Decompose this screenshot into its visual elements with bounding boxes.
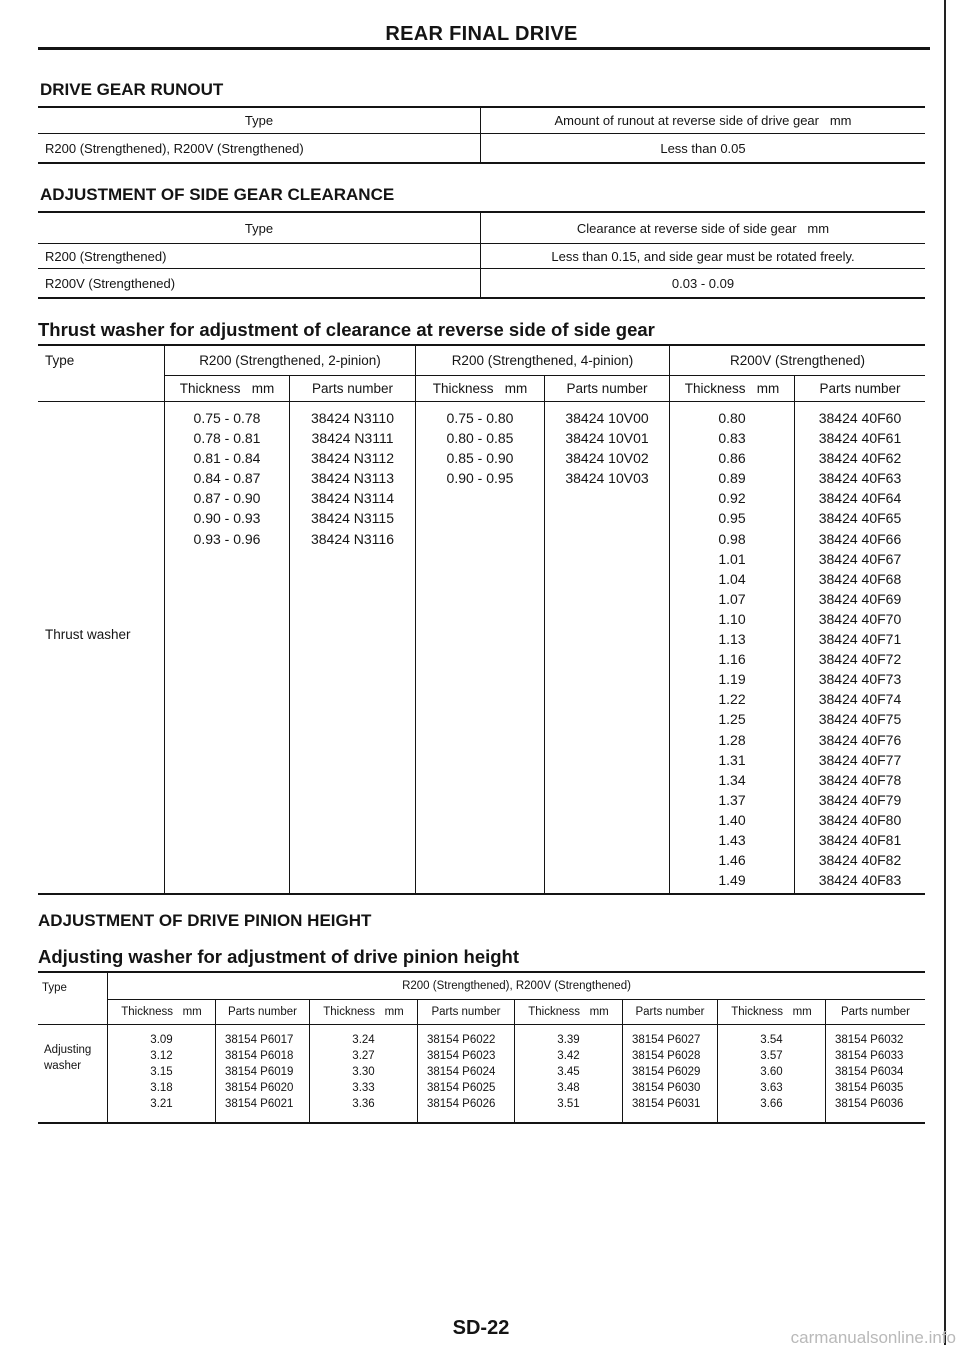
parts-list <box>545 402 670 893</box>
thickness-value: 1.28 <box>718 731 746 748</box>
thickness-value: 3.21 <box>150 1098 173 1110</box>
table-cell-value: Less than 0.05 <box>660 140 746 156</box>
thickness-list <box>718 1025 826 1122</box>
thickness-value: 3.60 <box>760 1066 783 1078</box>
thickness-value: 1.16 <box>718 651 746 668</box>
part-number: 38424 40F67 <box>818 550 902 567</box>
subheader-parts-number: Parts number <box>418 1000 515 1025</box>
part-number: 38154 P6036 <box>835 1098 904 1110</box>
thickness-value: 0.83 <box>718 430 746 447</box>
part-number: 38424 10V00 <box>565 410 649 426</box>
parts-list <box>795 402 925 893</box>
thickness-value: 0.89 <box>718 470 746 487</box>
thickness-value: 0.92 <box>718 490 746 507</box>
table-header-clearance: Clearance at reverse side of side gear mm <box>481 213 925 244</box>
group-header-r200-r200v: R200 (Strengthened), R200V (Strengthened) <box>108 973 925 1000</box>
thickness-value: 0.90 - 0.93 <box>193 510 261 527</box>
drive-gear-runout-table <box>38 106 925 164</box>
part-number: 38154 P6035 <box>835 1082 904 1094</box>
subheader-parts-number: Parts number <box>216 1000 310 1025</box>
table-cell-type: R200 (Strengthened), R200V (Strengthened) <box>38 134 481 162</box>
thickness-value: 3.27 <box>352 1050 375 1062</box>
row-label-thrust-washer: Thrust washer <box>38 402 165 893</box>
part-number: 38424 40F78 <box>818 771 902 788</box>
part-number: 38154 P6032 <box>835 1034 904 1046</box>
part-number: 38424 N3114 <box>310 490 395 507</box>
thickness-value: 1.01 <box>718 550 746 567</box>
part-number: 38424 40F66 <box>818 530 902 547</box>
thickness-value: 1.04 <box>718 570 746 587</box>
part-number: 38424 40F73 <box>818 671 902 688</box>
row-label-adjusting-washer: Adjusting washer <box>38 1025 108 1122</box>
thickness-value: 3.18 <box>150 1082 173 1094</box>
thickness-value: 0.80 - 0.85 <box>446 430 514 447</box>
side-gear-clearance-table <box>38 211 925 299</box>
parts-list <box>216 1025 310 1122</box>
part-number: 38154 P6024 <box>427 1066 496 1078</box>
thickness-list <box>165 402 290 893</box>
watermark: carmanualsonline.info <box>790 1328 956 1347</box>
part-number: 38424 40F65 <box>818 510 902 527</box>
thickness-list <box>670 402 795 893</box>
part-number: 38154 P6028 <box>632 1050 701 1062</box>
thickness-value: 0.93 - 0.96 <box>193 530 261 547</box>
thickness-value: 3.66 <box>760 1098 783 1110</box>
part-number: 38424 40F75 <box>818 711 902 728</box>
subheader-thickness: Thickness mm <box>108 1000 216 1025</box>
thickness-value: 0.81 - 0.84 <box>193 450 261 467</box>
part-number: 38154 P6031 <box>632 1098 701 1110</box>
thickness-list <box>515 1025 623 1122</box>
part-number: 38424 N3115 <box>310 510 395 527</box>
parts-list <box>418 1025 515 1122</box>
thickness-value: 1.25 <box>718 711 746 728</box>
thickness-value: 3.33 <box>352 1082 375 1094</box>
thickness-value: 0.75 - 0.80 <box>446 410 514 426</box>
thickness-value: 1.40 <box>718 811 746 828</box>
part-number: 38154 P6026 <box>427 1098 496 1110</box>
part-number: 38154 P6025 <box>427 1082 496 1094</box>
part-number: 38424 40F81 <box>818 831 902 848</box>
subheader-parts-number: Parts number <box>623 1000 718 1025</box>
part-number: 38154 P6033 <box>835 1050 904 1062</box>
part-number: 38424 40F71 <box>818 631 902 648</box>
subheader-thickness: Thickness mm <box>416 376 545 402</box>
thickness-value: 1.31 <box>718 751 746 768</box>
part-number: 38424 40F80 <box>818 811 902 828</box>
parts-list <box>290 402 416 893</box>
thickness-list <box>416 402 545 893</box>
page-number: SD-22 <box>452 1317 510 1339</box>
parts-list <box>623 1025 718 1122</box>
thickness-value: 1.19 <box>718 671 746 688</box>
section-heading-thrust-washer: Thrust washer for adjustment of clearance at reverse side of side gear <box>38 319 655 340</box>
table-header-type: Type <box>38 973 108 1025</box>
part-number: 38424 40F64 <box>818 490 902 507</box>
part-number: 38424 40F82 <box>818 852 902 869</box>
subheader-parts-number: Parts number <box>826 1000 925 1025</box>
section-heading-drive-gear-runout: DRIVE GEAR RUNOUT <box>40 80 224 99</box>
part-number: 38154 P6021 <box>225 1098 294 1110</box>
part-number: 38424 10V03 <box>565 470 649 487</box>
part-number: 38424 40F83 <box>818 872 902 889</box>
part-number: 38154 P6029 <box>632 1066 701 1078</box>
thickness-value: 0.84 - 0.87 <box>193 470 261 487</box>
page-edge-line <box>944 0 946 1345</box>
part-number: 38424 40F76 <box>818 731 902 748</box>
thickness-value: 0.86 <box>718 450 746 467</box>
subheader-parts-number: Parts number <box>545 376 670 402</box>
part-number: 38424 40F61 <box>818 430 902 447</box>
table-header-runout: Amount of runout at reverse side of drive gear mm <box>481 108 925 134</box>
subheading-adjusting-washer: Adjusting washer for adjustment of drive pinion height <box>38 946 520 967</box>
thickness-value: 3.63 <box>760 1082 783 1094</box>
subheader-thickness: Thickness mm <box>310 1000 418 1025</box>
thickness-value: 0.80 <box>718 410 746 426</box>
subheader-thickness: Thickness mm <box>670 376 795 402</box>
table-cell-type: R200V (Strengthened) <box>38 269 481 297</box>
part-number: 38424 40F63 <box>818 470 902 487</box>
adjusting-washer-table <box>38 971 925 1124</box>
thickness-value: 3.45 <box>557 1066 580 1078</box>
parts-list <box>826 1025 925 1122</box>
title-rule <box>38 47 930 50</box>
part-number: 38154 P6019 <box>225 1066 294 1078</box>
part-number: 38424 N3110 <box>310 410 395 426</box>
part-number: 38154 P6027 <box>632 1034 701 1046</box>
part-number: 38424 40F70 <box>818 610 902 627</box>
thickness-value: 1.07 <box>718 590 746 607</box>
subheader-parts-number: Parts number <box>290 376 416 402</box>
part-number: 38424 40F62 <box>818 450 902 467</box>
group-header-r200-4-pinion: R200 (Strengthened, 4-pinion) <box>416 346 670 376</box>
part-number: 38424 40F79 <box>818 791 902 808</box>
thickness-value: 3.42 <box>557 1050 580 1062</box>
part-number: 38424 10V02 <box>565 450 649 467</box>
thickness-value: 1.10 <box>718 610 746 627</box>
page-title: REAR FINAL DRIVE <box>385 23 578 45</box>
thickness-value: 3.48 <box>557 1082 580 1094</box>
part-number: 38154 P6023 <box>427 1050 496 1062</box>
thickness-value: 3.57 <box>760 1050 783 1062</box>
part-number: 38424 N3116 <box>310 530 395 547</box>
thickness-value: 1.13 <box>718 631 746 648</box>
section-heading-drive-pinion-height: ADJUSTMENT OF DRIVE PINION HEIGHT <box>38 911 372 930</box>
table-header-type: Type <box>38 213 481 244</box>
thickness-value: 1.37 <box>718 791 746 808</box>
part-number: 38424 40F72 <box>818 651 902 668</box>
part-number: 38424 40F68 <box>818 570 902 587</box>
thickness-value: 0.98 <box>718 530 746 547</box>
thickness-list <box>108 1025 216 1122</box>
thickness-value: 0.87 - 0.90 <box>193 490 261 507</box>
part-number: 38154 P6017 <box>225 1034 294 1046</box>
part-number: 38424 40F77 <box>818 751 902 768</box>
part-number: 38154 P6018 <box>225 1050 294 1062</box>
thickness-value: 3.54 <box>760 1034 783 1046</box>
table-cell-type: R200 (Strengthened) <box>38 244 481 269</box>
thickness-value: 3.36 <box>352 1098 375 1110</box>
thickness-value: 3.39 <box>557 1034 580 1046</box>
thrust-washer-table <box>38 344 925 895</box>
thickness-value: 1.49 <box>718 872 746 889</box>
thickness-value: 0.75 - 0.78 <box>193 410 261 426</box>
part-number: 38424 N3113 <box>310 470 395 487</box>
thickness-value: 3.09 <box>150 1034 173 1046</box>
thickness-value: 1.34 <box>718 771 746 788</box>
thickness-value: 1.22 <box>718 691 746 708</box>
table-header-type: Type <box>38 108 481 134</box>
group-header-r200v: R200V (Strengthened) <box>670 346 925 376</box>
part-number: 38424 10V01 <box>565 430 649 447</box>
thickness-value: 3.51 <box>557 1098 580 1110</box>
section-heading-side-gear-clearance: ADJUSTMENT OF SIDE GEAR CLEARANCE <box>40 185 395 204</box>
thickness-list <box>310 1025 418 1122</box>
thickness-value: 0.90 - 0.95 <box>446 470 514 487</box>
table-header-type: Type <box>38 346 165 402</box>
part-number: 38154 P6020 <box>225 1082 294 1094</box>
thickness-value: 3.15 <box>150 1066 173 1078</box>
subheader-parts-number: Parts number <box>795 376 925 402</box>
subheader-thickness: Thickness mm <box>718 1000 826 1025</box>
thickness-value: 0.85 - 0.90 <box>446 450 514 467</box>
table-cell-value: 0.03 - 0.09 <box>671 275 735 291</box>
thickness-value: 3.12 <box>150 1050 173 1062</box>
thickness-value: 1.46 <box>718 852 746 869</box>
thickness-value: 3.30 <box>352 1066 375 1078</box>
group-header-r200-2-pinion: R200 (Strengthened, 2-pinion) <box>165 346 416 376</box>
subheader-thickness: Thickness mm <box>515 1000 623 1025</box>
thickness-value: 0.95 <box>718 510 746 527</box>
part-number: 38424 N3111 <box>311 430 394 447</box>
part-number: 38424 40F74 <box>818 691 902 708</box>
part-number: 38424 40F69 <box>818 590 902 607</box>
part-number: 38424 40F60 <box>818 410 902 426</box>
part-number: 38154 P6034 <box>835 1066 904 1078</box>
subheader-thickness: Thickness mm <box>165 376 290 402</box>
table-cell-value: Less than 0.15, and side gear must be rotated freely. <box>481 244 925 269</box>
thickness-value: 0.78 - 0.81 <box>193 430 261 447</box>
thickness-value: 3.24 <box>352 1034 375 1046</box>
part-number: 38154 P6022 <box>427 1034 496 1046</box>
thickness-value: 1.43 <box>718 831 746 848</box>
part-number: 38154 P6030 <box>632 1082 701 1094</box>
part-number: 38424 N3112 <box>310 450 395 467</box>
